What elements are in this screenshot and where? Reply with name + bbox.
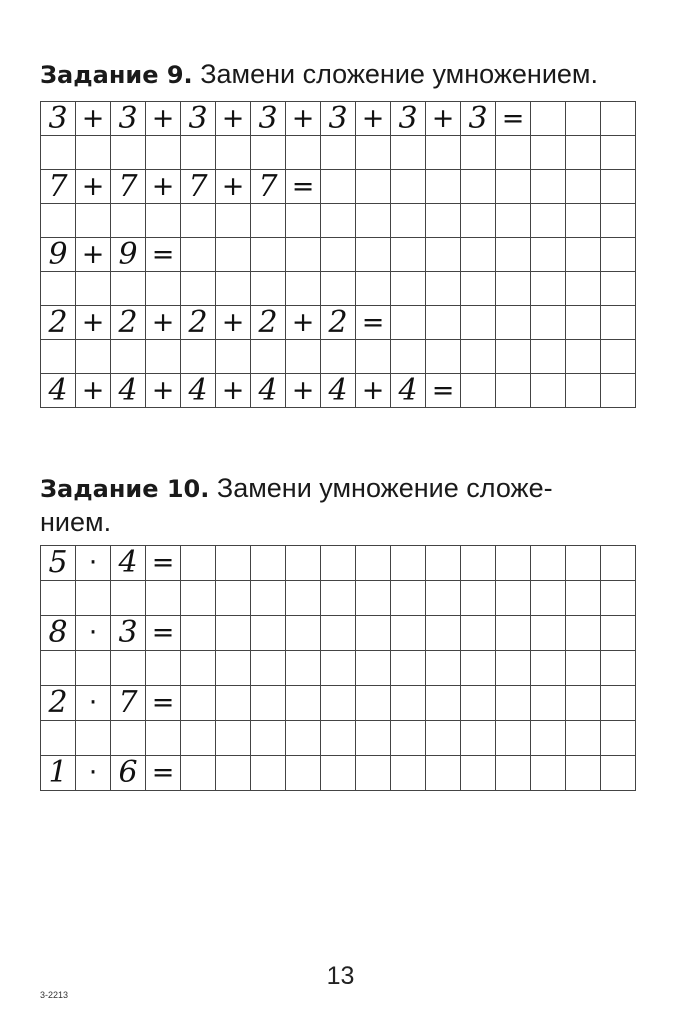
grid-cell[interactable]: + [146, 170, 181, 204]
grid-cell[interactable] [216, 616, 251, 651]
grid-cell[interactable] [181, 238, 216, 272]
grid-cell[interactable] [566, 721, 601, 756]
grid-cell[interactable]: 2 [111, 306, 146, 340]
grid-cell[interactable] [461, 340, 496, 374]
grid-cell[interactable] [321, 238, 356, 272]
grid-cell[interactable] [566, 581, 601, 616]
grid-cell[interactable] [41, 721, 76, 756]
grid-cell[interactable] [531, 102, 566, 136]
grid-cell[interactable]: + [146, 306, 181, 340]
grid-cell[interactable] [426, 272, 461, 306]
grid-cell[interactable] [566, 651, 601, 686]
grid-cell[interactable]: 4 [251, 374, 286, 408]
grid-cell[interactable] [216, 136, 251, 170]
grid-cell[interactable] [496, 170, 531, 204]
grid-cell[interactable] [321, 204, 356, 238]
grid-cell[interactable] [251, 136, 286, 170]
grid-cell[interactable]: 3 [461, 102, 496, 136]
grid-cell[interactable] [286, 340, 321, 374]
grid-cell[interactable] [531, 136, 566, 170]
print-code: 3-2213 [40, 990, 69, 1000]
grid-cell[interactable]: + [216, 374, 251, 408]
grid-cell[interactable]: 2 [41, 686, 76, 721]
grid-cell[interactable] [181, 581, 216, 616]
grid-cell[interactable]: 1 [41, 756, 76, 791]
grid-cell[interactable] [391, 272, 426, 306]
grid-cell[interactable]: = [356, 306, 391, 340]
grid-cell[interactable] [496, 721, 531, 756]
grid-cell[interactable] [216, 272, 251, 306]
grid-cell[interactable] [251, 272, 286, 306]
grid-cell[interactable] [531, 340, 566, 374]
grid-cell[interactable] [41, 581, 76, 616]
grid-cell[interactable] [146, 136, 181, 170]
grid-cell[interactable] [531, 170, 566, 204]
grid-cell[interactable] [566, 306, 601, 340]
task-9-grid [40, 101, 636, 408]
grid-cell[interactable] [496, 340, 531, 374]
grid-cell[interactable] [566, 616, 601, 651]
grid-cell[interactable] [251, 651, 286, 686]
grid-cell[interactable]: 2 [181, 306, 216, 340]
grid-cell[interactable] [496, 374, 531, 408]
grid-cell[interactable] [461, 686, 496, 721]
grid-cell[interactable]: 3 [111, 102, 146, 136]
grid-cell[interactable] [426, 686, 461, 721]
grid-cell[interactable] [531, 272, 566, 306]
grid-cell[interactable] [356, 272, 391, 306]
grid-cell[interactable] [181, 721, 216, 756]
grid-row [41, 721, 636, 756]
grid-cell[interactable] [391, 651, 426, 686]
grid-cell[interactable] [146, 721, 181, 756]
grid-cell[interactable] [496, 306, 531, 340]
grid-cell[interactable] [216, 651, 251, 686]
grid-cell[interactable] [461, 306, 496, 340]
grid-cell[interactable] [496, 238, 531, 272]
grid-cell[interactable] [426, 581, 461, 616]
grid-cell[interactable] [461, 581, 496, 616]
grid-cell[interactable]: 4 [41, 374, 76, 408]
grid-cell[interactable] [496, 272, 531, 306]
grid-cell[interactable] [426, 238, 461, 272]
grid-cell[interactable]: 2 [41, 306, 76, 340]
grid-cell[interactable] [286, 238, 321, 272]
grid-cell[interactable] [391, 204, 426, 238]
grid-cell[interactable]: 3 [251, 102, 286, 136]
grid-cell[interactable] [321, 651, 356, 686]
grid-cell[interactable] [426, 204, 461, 238]
grid-cell[interactable] [601, 238, 636, 272]
grid-cell[interactable] [286, 721, 321, 756]
grid-cell[interactable] [391, 756, 426, 791]
grid-cell[interactable] [531, 238, 566, 272]
grid-cell[interactable] [391, 581, 426, 616]
grid-cell[interactable] [531, 546, 566, 581]
grid-cell[interactable] [601, 170, 636, 204]
grid-cell[interactable]: + [76, 238, 111, 272]
task-9-heading [40, 56, 598, 93]
grid-cell[interactable] [461, 756, 496, 791]
grid-cell[interactable] [601, 374, 636, 408]
grid-cell[interactable] [426, 616, 461, 651]
grid-cell[interactable]: = [146, 238, 181, 272]
grid-row [41, 546, 636, 581]
grid-cell[interactable] [496, 581, 531, 616]
grid-cell[interactable] [426, 306, 461, 340]
grid-cell[interactable]: = [426, 374, 461, 408]
grid-cell[interactable]: 3 [111, 616, 146, 651]
grid-row [41, 102, 636, 136]
grid-cell[interactable] [251, 340, 286, 374]
grid-cell[interactable] [566, 686, 601, 721]
grid-cell[interactable] [461, 374, 496, 408]
grid-cell[interactable] [461, 546, 496, 581]
grid-cell[interactable] [286, 651, 321, 686]
grid-cell[interactable] [461, 616, 496, 651]
grid-cell[interactable]: · [76, 546, 111, 581]
grid-cell[interactable] [321, 686, 356, 721]
grid-cell[interactable] [251, 238, 286, 272]
grid-cell[interactable] [321, 136, 356, 170]
grid-cell[interactable] [251, 721, 286, 756]
grid-cell[interactable] [496, 651, 531, 686]
grid-cell[interactable] [76, 340, 111, 374]
grid-cell[interactable]: 5 [41, 546, 76, 581]
grid-cell[interactable]: · [76, 756, 111, 791]
grid-cell[interactable] [181, 616, 216, 651]
grid-cell[interactable] [356, 721, 391, 756]
grid-cell[interactable] [531, 721, 566, 756]
grid-cell[interactable] [216, 238, 251, 272]
grid-cell[interactable] [181, 136, 216, 170]
grid-cell[interactable] [76, 721, 111, 756]
grid-cell[interactable] [566, 340, 601, 374]
grid-cell[interactable] [566, 102, 601, 136]
grid-cell[interactable] [426, 721, 461, 756]
grid-cell[interactable] [531, 204, 566, 238]
grid-cell[interactable] [216, 204, 251, 238]
grid-cell[interactable]: 2 [321, 306, 356, 340]
grid-cell[interactable]: + [146, 102, 181, 136]
grid-cell[interactable] [566, 374, 601, 408]
grid-cell[interactable] [531, 616, 566, 651]
grid-cell[interactable]: 7 [111, 686, 146, 721]
grid-cell[interactable] [321, 340, 356, 374]
grid-cell[interactable] [601, 721, 636, 756]
grid-cell[interactable] [601, 136, 636, 170]
grid-cell[interactable] [391, 721, 426, 756]
grid-cell[interactable] [356, 756, 391, 791]
grid-cell[interactable] [601, 272, 636, 306]
grid-cell[interactable]: + [286, 374, 321, 408]
grid-cell[interactable]: · [76, 686, 111, 721]
grid-cell[interactable] [216, 721, 251, 756]
grid-cell[interactable] [356, 136, 391, 170]
grid-cell[interactable] [216, 756, 251, 791]
grid-cell[interactable]: · [76, 616, 111, 651]
grid-row [41, 686, 636, 721]
grid-cell[interactable] [181, 651, 216, 686]
grid-cell[interactable]: 4 [111, 546, 146, 581]
grid-cell[interactable]: 8 [41, 616, 76, 651]
grid-cell[interactable] [601, 340, 636, 374]
grid-cell[interactable] [496, 136, 531, 170]
grid-cell[interactable] [426, 651, 461, 686]
grid-cell[interactable]: 7 [111, 170, 146, 204]
grid-cell[interactable] [566, 546, 601, 581]
grid-cell[interactable] [76, 136, 111, 170]
grid-cell[interactable] [286, 272, 321, 306]
grid-cell[interactable] [286, 204, 321, 238]
grid-cell[interactable] [391, 238, 426, 272]
grid-cell[interactable] [391, 546, 426, 581]
grid-cell[interactable] [461, 651, 496, 686]
grid-row [41, 136, 636, 170]
grid-cell[interactable] [426, 756, 461, 791]
grid-row [41, 340, 636, 374]
grid-cell[interactable] [496, 546, 531, 581]
grid-cell[interactable] [531, 686, 566, 721]
grid-cell[interactable] [356, 686, 391, 721]
grid-cell[interactable] [216, 581, 251, 616]
grid-cell[interactable] [181, 546, 216, 581]
grid-cell[interactable] [391, 616, 426, 651]
grid-cell[interactable]: = [496, 102, 531, 136]
grid-cell[interactable] [76, 204, 111, 238]
grid-cell[interactable] [146, 581, 181, 616]
grid-cell[interactable]: + [216, 170, 251, 204]
grid-cell[interactable] [601, 686, 636, 721]
grid-cell[interactable]: 9 [41, 238, 76, 272]
grid-cell[interactable] [426, 546, 461, 581]
grid-cell[interactable]: 3 [181, 102, 216, 136]
grid-cell[interactable] [531, 306, 566, 340]
grid-cell[interactable]: + [76, 306, 111, 340]
grid-cell[interactable]: + [356, 102, 391, 136]
grid-cell[interactable]: 7 [181, 170, 216, 204]
grid-cell[interactable] [356, 204, 391, 238]
grid-cell[interactable] [321, 581, 356, 616]
grid-cell[interactable]: 3 [391, 102, 426, 136]
grid-cell[interactable]: + [216, 306, 251, 340]
grid-cell[interactable] [251, 204, 286, 238]
grid-cell[interactable]: + [216, 102, 251, 136]
grid-cell[interactable] [321, 272, 356, 306]
grid-cell[interactable] [531, 581, 566, 616]
grid-cell[interactable] [321, 170, 356, 204]
grid-cell[interactable] [76, 272, 111, 306]
grid-cell[interactable] [286, 136, 321, 170]
grid-cell[interactable] [461, 136, 496, 170]
grid-cell[interactable]: = [286, 170, 321, 204]
grid-cell[interactable] [321, 721, 356, 756]
grid-cell[interactable] [496, 756, 531, 791]
grid-cell[interactable] [41, 272, 76, 306]
grid-cell[interactable] [286, 616, 321, 651]
page-number: 13 [326, 962, 355, 990]
grid-cell[interactable] [356, 340, 391, 374]
grid-cell[interactable] [391, 170, 426, 204]
task-10-instruction-line1: Замени умножение сложе- [216, 473, 553, 503]
grid-row [41, 204, 636, 238]
task-10-instruction-line2: нием. [40, 507, 112, 537]
grid-cell[interactable] [41, 204, 76, 238]
grid-cell[interactable] [461, 170, 496, 204]
grid-cell[interactable] [496, 686, 531, 721]
grid-cell[interactable] [426, 136, 461, 170]
grid-cell[interactable] [41, 136, 76, 170]
grid-cell[interactable] [426, 340, 461, 374]
grid-cell[interactable] [251, 546, 286, 581]
grid-cell[interactable]: 3 [321, 102, 356, 136]
grid-cell[interactable] [286, 581, 321, 616]
grid-cell[interactable] [461, 272, 496, 306]
grid-cell[interactable] [566, 136, 601, 170]
grid-cell[interactable] [356, 546, 391, 581]
grid-cell[interactable] [461, 238, 496, 272]
grid-cell[interactable] [391, 686, 426, 721]
grid-cell[interactable] [356, 581, 391, 616]
grid-cell[interactable] [356, 651, 391, 686]
grid-cell[interactable] [566, 204, 601, 238]
grid-cell[interactable]: + [426, 102, 461, 136]
grid-cell[interactable] [321, 616, 356, 651]
grid-cell[interactable]: + [146, 374, 181, 408]
grid-cell[interactable] [601, 546, 636, 581]
grid-cell[interactable] [531, 374, 566, 408]
grid-cell[interactable] [111, 340, 146, 374]
grid-cell[interactable] [146, 651, 181, 686]
grid-cell[interactable] [181, 756, 216, 791]
grid-cell[interactable]: 9 [111, 238, 146, 272]
grid-cell[interactable] [601, 616, 636, 651]
grid-cell[interactable] [356, 238, 391, 272]
grid-cell[interactable] [111, 272, 146, 306]
grid-cell[interactable] [216, 686, 251, 721]
grid-cell[interactable] [461, 204, 496, 238]
grid-cell[interactable] [601, 581, 636, 616]
grid-cell[interactable] [321, 756, 356, 791]
grid-cell[interactable] [356, 616, 391, 651]
grid-cell[interactable] [251, 756, 286, 791]
grid-cell[interactable] [496, 204, 531, 238]
grid-cell[interactable]: 3 [41, 102, 76, 136]
grid-cell[interactable] [496, 616, 531, 651]
grid-cell[interactable] [251, 616, 286, 651]
grid-cell[interactable] [181, 340, 216, 374]
grid-cell[interactable] [531, 756, 566, 791]
grid-cell[interactable] [531, 651, 566, 686]
grid-row [41, 616, 636, 651]
grid-row [41, 238, 636, 272]
grid-cell[interactable] [111, 136, 146, 170]
task-9-instruction: Замени сложение умножением. [200, 59, 598, 89]
grid-row [41, 170, 636, 204]
grid-cell[interactable] [566, 170, 601, 204]
grid-cell[interactable] [216, 340, 251, 374]
grid-cell[interactable]: + [76, 102, 111, 136]
grid-row [41, 306, 636, 340]
grid-cell[interactable] [321, 546, 356, 581]
grid-cell[interactable]: + [286, 306, 321, 340]
grid-cell[interactable] [41, 340, 76, 374]
grid-cell[interactable] [111, 651, 146, 686]
grid-cell[interactable] [181, 686, 216, 721]
task-10-grid [40, 545, 636, 791]
grid-cell[interactable]: = [146, 756, 181, 791]
task-9-label: Задание 9. [40, 61, 193, 89]
grid-cell[interactable] [601, 102, 636, 136]
grid-row [41, 374, 636, 408]
grid-cell[interactable]: + [76, 374, 111, 408]
grid-row [41, 756, 636, 791]
grid-cell[interactable]: = [146, 686, 181, 721]
grid-cell[interactable] [251, 686, 286, 721]
grid-cell[interactable] [391, 340, 426, 374]
grid-cell[interactable] [286, 546, 321, 581]
grid-cell[interactable] [356, 170, 391, 204]
grid-cell[interactable] [566, 272, 601, 306]
grid-cell[interactable] [146, 204, 181, 238]
grid-cell[interactable] [111, 581, 146, 616]
grid-cell[interactable] [566, 756, 601, 791]
grid-cell[interactable] [146, 340, 181, 374]
grid-cell[interactable] [286, 686, 321, 721]
grid-cell[interactable] [181, 204, 216, 238]
grid-cell[interactable]: 7 [41, 170, 76, 204]
grid-cell[interactable] [251, 581, 286, 616]
grid-cell[interactable]: + [356, 374, 391, 408]
grid-cell[interactable]: 6 [111, 756, 146, 791]
grid-cell[interactable] [111, 204, 146, 238]
task-10-heading [40, 470, 553, 507]
grid-cell[interactable] [181, 272, 216, 306]
grid-cell[interactable] [601, 756, 636, 791]
grid-cell[interactable]: 4 [321, 374, 356, 408]
grid-cell[interactable] [426, 170, 461, 204]
grid-cell[interactable] [601, 204, 636, 238]
grid-cell[interactable] [461, 721, 496, 756]
grid-cell[interactable]: + [286, 102, 321, 136]
grid-row [41, 272, 636, 306]
grid-cell[interactable]: 7 [251, 170, 286, 204]
grid-cell[interactable] [391, 136, 426, 170]
grid-cell[interactable] [601, 651, 636, 686]
grid-cell[interactable] [601, 306, 636, 340]
grid-row [41, 581, 636, 616]
grid-cell[interactable] [566, 238, 601, 272]
grid-cell[interactable] [286, 756, 321, 791]
grid-cell[interactable]: 4 [181, 374, 216, 408]
grid-cell[interactable] [41, 651, 76, 686]
grid-cell[interactable] [111, 721, 146, 756]
grid-cell[interactable] [146, 272, 181, 306]
grid-cell[interactable] [216, 546, 251, 581]
grid-cell[interactable]: 4 [111, 374, 146, 408]
grid-cell[interactable]: = [146, 546, 181, 581]
grid-cell[interactable]: + [76, 170, 111, 204]
grid-cell[interactable] [76, 581, 111, 616]
grid-cell[interactable] [76, 651, 111, 686]
grid-cell[interactable] [391, 306, 426, 340]
grid-cell[interactable]: = [146, 616, 181, 651]
grid-cell[interactable]: 4 [391, 374, 426, 408]
grid-cell[interactable]: 2 [251, 306, 286, 340]
task-10-label: Задание 10. [40, 475, 210, 503]
grid-row [41, 651, 636, 686]
